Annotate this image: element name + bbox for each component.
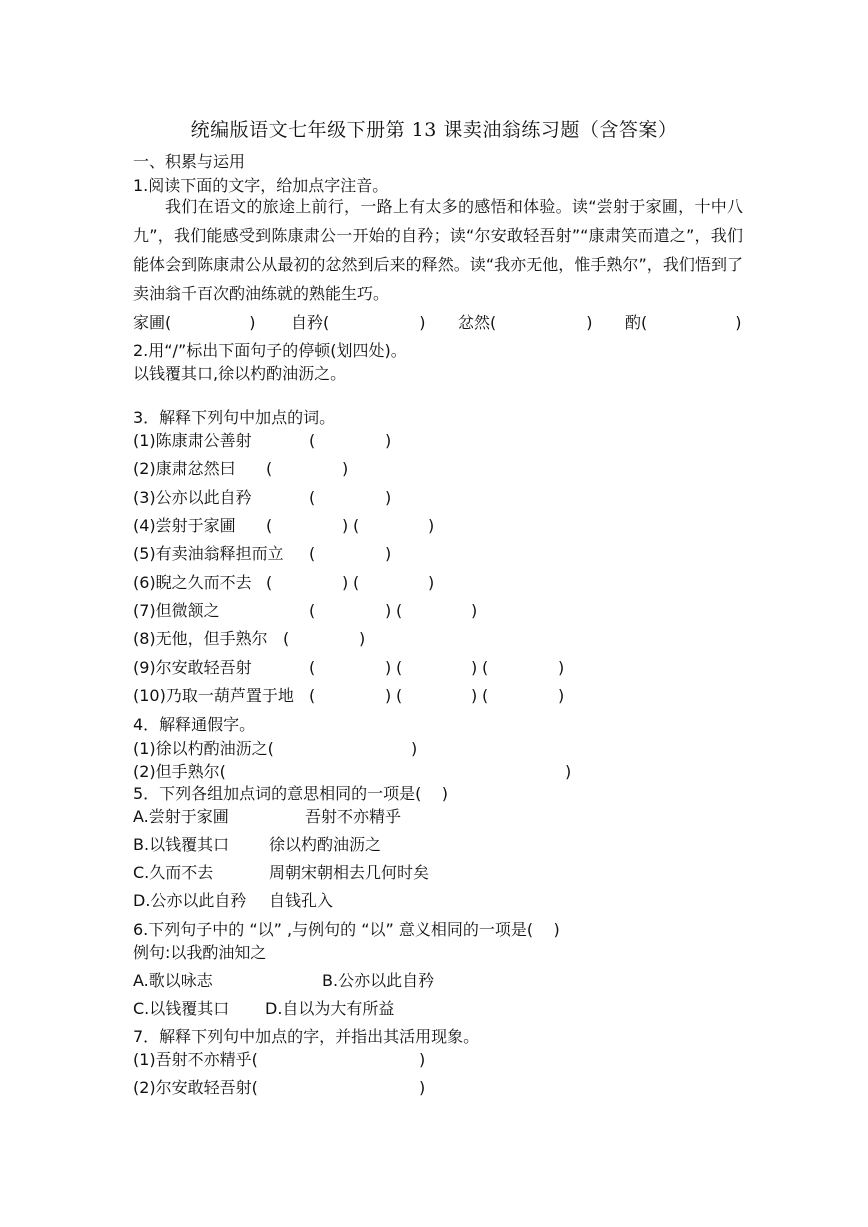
q3-item: (4)尝射于家圃 ( ) ( ) (133, 516, 435, 535)
q5-option: C.久而不去 周朝宋朝相去几何时矣 (133, 863, 430, 882)
q3-item: (8)无他，但手熟尔 ( ) (133, 629, 366, 648)
pinyin-blank-1: 家圃( ) (133, 313, 256, 332)
q3-item: (5)有卖油翁释担而立 ( ) (133, 544, 392, 563)
q3-item: (3)公亦以此自矜 ( ) (133, 488, 392, 507)
question-5-prompt: 5．下列各组加点词的意思相同的一项是( ) (133, 784, 449, 803)
q6-example: 例句:以我酌油知之 (133, 943, 267, 962)
pinyin-blank-2: 自矜( ) (291, 313, 426, 332)
page-title: 统编版语文七年级下册第 13 课卖油翁练习题（含答案） (190, 119, 678, 141)
question-3-prompt: 3．解释下列句中加点的词。 (133, 408, 336, 427)
question-6-prompt: 6.下列句子中的 “以” ,与例句的 “以” 意义相同的一项是( ) (133, 920, 560, 939)
question-2-sentence: 以钱覆其口,徐以杓酌油沥之。 (133, 364, 347, 383)
q4-item: (1)徐以杓酌油沥之( ) (133, 739, 418, 758)
q3-item: (9)尔安敢轻吾射 ( ) ( ) ( ) (133, 658, 565, 677)
question-4-prompt: 4．解释通假字。 (133, 715, 256, 734)
pinyin-blank-3: 忿然( ) (458, 313, 593, 332)
pinyin-blank-4: 酌( ) (625, 313, 742, 332)
q6-option-row: A.歌以咏志 B.公亦以此自矜 (133, 971, 435, 990)
q7-item: (2)尔安敢轻吾射( ) (133, 1078, 426, 1097)
q3-item: (10)乃取一葫芦置于地 ( ) ( ) ( ) (133, 686, 565, 705)
q5-option: B.以钱覆其口 徐以杓酌油沥之 (133, 835, 382, 854)
question-7-prompt: 7．解释下列句中加点的字，并指出其活用现象。 (133, 1027, 480, 1046)
q5-option: A.尝射于家圃 吾射不亦精乎 (133, 807, 402, 826)
q6-option-row: C.以钱覆其口 D.自以为大有所益 (133, 999, 395, 1018)
question-1-passage: 我们在语文的旅途上前行，一路上有太多的感悟和体验。读“尝射于家圃，十中八九”，我们能感受到陈康肃公一开始的自矜；读“尔安敢轻吾射”“康肃笑而遣之”，我们能体会到陈康肃公从最初的忿然到后来的释然。读“我亦无他，惟手熟尔”，我们悟到了卖油翁千百次酌油练就的熟能生巧。 (133, 197, 743, 303)
q5-option: D.公亦以此自矜 自钱孔入 (133, 891, 334, 910)
question-1-prompt: 1.阅读下面的文字，给加点字注音。 (133, 176, 389, 195)
question-2-prompt: 2.用“/”标出下面句子的停顿(划四处)。 (133, 341, 407, 360)
q3-item: (7)但微颔之 ( ) ( ) (133, 601, 478, 620)
q7-item: (1)吾射不亦精乎( ) (133, 1050, 426, 1069)
q3-item: (6)睨之久而不去 ( ) ( ) (133, 573, 435, 592)
q3-item: (2)康肃忿然曰 ( ) (133, 459, 349, 478)
q4-item: (2)但手熟尔( ) (133, 762, 572, 781)
q3-item: (1)陈康肃公善射 ( ) (133, 431, 392, 450)
section-heading: 一、积累与运用 (133, 152, 246, 171)
